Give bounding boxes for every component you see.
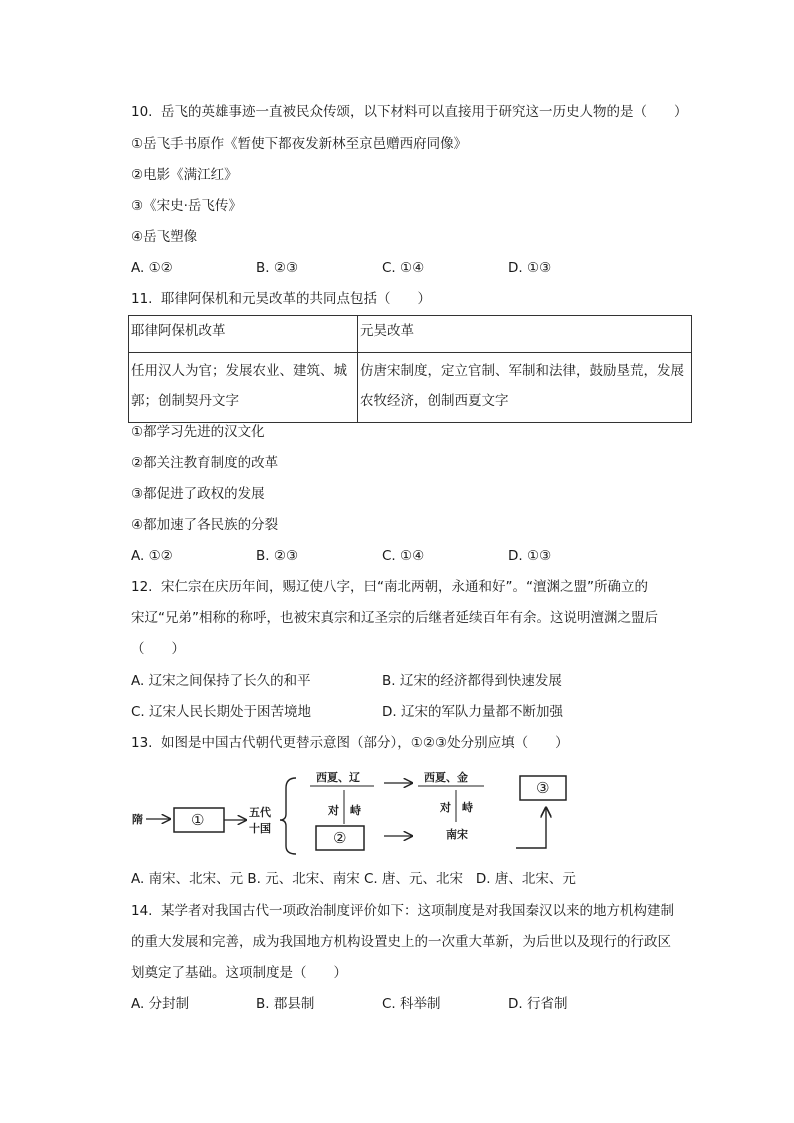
q10-stem: 10. 岳飞的英雄事迹一直被民众传颂，以下材料可以直接用于研究这一历史人物的是（ ） — [131, 104, 688, 120]
blank-label-3: ③ — [536, 779, 550, 797]
table-cell-yelv-line-2: 郭；创制契丹文字 — [131, 393, 239, 409]
arrow-nansong-to-box3 — [516, 808, 546, 848]
table-cell-yuanhao-line-1: 仿唐宋制度，定立官制、军制和法律，鼓励垦荒，发展 — [360, 363, 684, 379]
label-sui: 隋 — [132, 813, 143, 826]
label-duizhi-1a: 对 — [328, 804, 339, 817]
label-nansong: 南宋 — [446, 828, 468, 841]
q14-stem-line-1: 14. 某学者对我国古代一项政治制度评价如下：这项制度是对我国秦汉以来的地方机构建制 — [131, 903, 675, 919]
blank-label-1: ① — [191, 811, 205, 829]
blank-label-2: ② — [333, 829, 347, 847]
q11-option-c[interactable]: C. ①④ — [382, 548, 425, 564]
q12-stem-line-1: 12. 宋仁宗在庆历年间，赐辽使八字，曰“南北两朝，永通和好”。“澶渊之盟”所确立的 — [131, 579, 649, 595]
label-xixia-liao: 西夏、辽 — [316, 771, 360, 784]
q14-option-b[interactable]: B. 郡县制 — [256, 996, 315, 1012]
q10-option-a[interactable]: A. ①② — [131, 260, 173, 276]
q10-item-4: ④岳飞塑像 — [131, 229, 198, 245]
table-cell-yuanhao-line-2: 农牧经济，创制西夏文字 — [360, 393, 509, 409]
q12-stem-line-2: 宋辽“兄弟”相称的称呼，也被宋真宗和辽圣宗的后继者延续百年有余。这说明澶渊之盟后 — [131, 610, 658, 626]
table-cell-yuanhao — [358, 353, 692, 423]
q14-option-d[interactable]: D. 行省制 — [508, 996, 568, 1012]
q10-option-b[interactable]: B. ②③ — [256, 260, 299, 276]
label-duizhi-2a: 对 — [440, 801, 451, 814]
q11-item-2: ②都关注教育制度的改革 — [131, 455, 279, 471]
q10-option-d[interactable]: D. ①③ — [508, 260, 552, 276]
table-header-yelv: 耶律阿保机改革 — [129, 316, 358, 353]
q11-option-b[interactable]: B. ②③ — [256, 548, 299, 564]
table-cell-yelv-line-1: 任用汉人为官；发展农业、建筑、城 — [131, 363, 347, 379]
label-shiguo: 十国 — [249, 822, 271, 835]
dynasty-succession-diagram — [128, 766, 568, 858]
q12-stem-line-3: （ ） — [131, 641, 185, 657]
q11-option-a[interactable]: A. ①② — [131, 548, 173, 564]
label-duizhi-2b: 峙 — [462, 801, 473, 814]
q14-stem-line-2: 的重大发展和完善，成为我国地方机构设置史上的一次重大革新，为后世以及现行的行政区 — [131, 934, 671, 950]
table-row — [129, 353, 692, 423]
q14-option-a[interactable]: A. 分封制 — [131, 996, 190, 1012]
q13-stem: 13. 如图是中国古代朝代更替示意图（部分），①②③处分别应填（ ） — [131, 735, 569, 751]
q10-item-2: ②电影《满江红》 — [131, 167, 238, 183]
table-header-yuanhao: 元昊改革 — [358, 316, 692, 353]
label-duizhi-1b: 峙 — [350, 804, 361, 817]
label-xixia-jin: 西夏、金 — [424, 771, 468, 784]
q12-option-a[interactable]: A. 辽宋之间保持了长久的和平 — [131, 673, 311, 689]
q11-item-1: ①都学习先进的汉文化 — [131, 424, 265, 440]
table-header-row — [129, 316, 692, 353]
q11-item-4: ④都加速了各民族的分裂 — [131, 517, 279, 533]
q11-stem: 11. 耶律阿保机和元昊改革的共同点包括（ ） — [131, 291, 432, 307]
table-cell-yelv — [129, 353, 358, 423]
q10-item-3: ③《宋史·岳飞传》 — [131, 198, 242, 214]
q12-option-d[interactable]: D. 辽宋的军队力量都不断加强 — [382, 704, 563, 720]
q10-option-c[interactable]: C. ①④ — [382, 260, 425, 276]
q12-option-b[interactable]: B. 辽宋的经济都得到快速发展 — [382, 673, 562, 689]
label-wudai: 五代 — [249, 806, 271, 819]
q11-item-3: ③都促进了政权的发展 — [131, 486, 265, 502]
q12-option-c[interactable]: C. 辽宋人民长期处于困苦境地 — [131, 704, 312, 720]
brace — [280, 778, 296, 854]
q14-option-c[interactable]: C. 科举制 — [382, 996, 441, 1012]
reform-comparison-table — [128, 315, 692, 423]
q10-item-1: ①岳飞手书原作《暂使下都夜发新林至京邑赠西府同像》 — [131, 136, 468, 152]
q14-stem-line-3: 划奠定了基础。这项制度是（ ） — [131, 965, 347, 981]
q13-options[interactable]: A. 南宋、北宋、元 B. 元、北宋、南宋 C. 唐、元、北宋 D. 唐、北宋、元 — [131, 871, 576, 887]
q11-option-d[interactable]: D. ①③ — [508, 548, 552, 564]
